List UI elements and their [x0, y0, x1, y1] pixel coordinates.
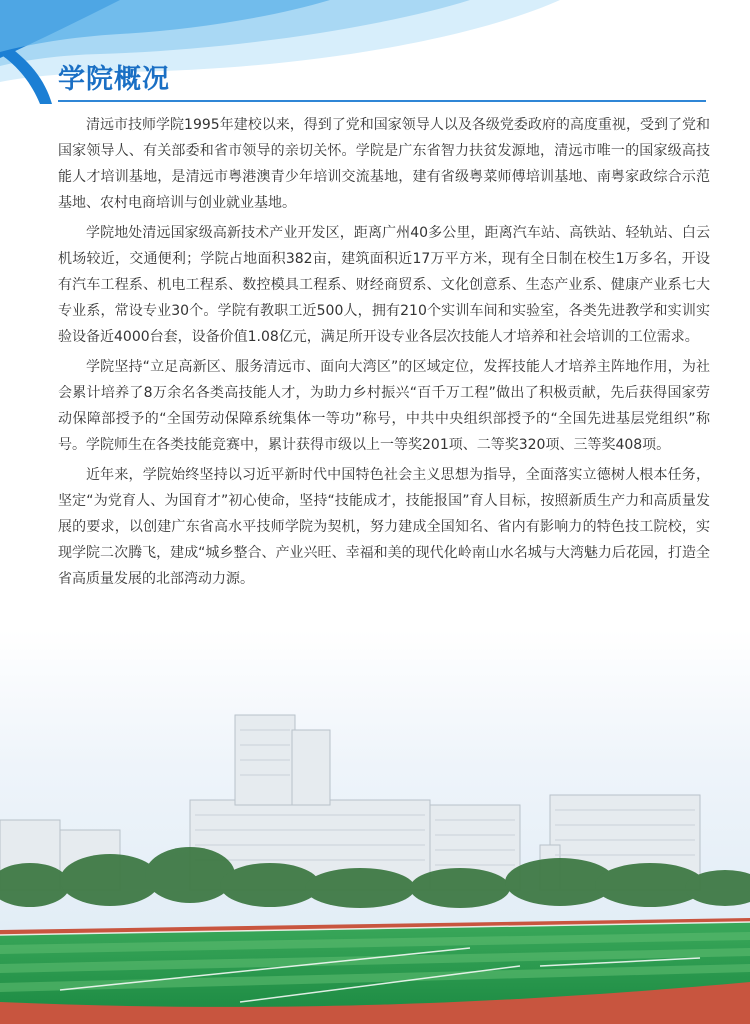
page-title: 学院概况 — [58, 64, 170, 95]
paragraph-4: 近年来，学院始终坚持以习近平新时代中国特色社会主义思想为指导，全面落实立德树人根本任务，坚定“为党育人、为国育才”初心使命，坚持“技能成才，技能报国”育人目标，按照新质生产力和高质量发展的要求，以创建广东省高水平技师学院为契机，努力建成全国知名、省内有影响力的特色技工院校，实现学院二次腾飞，建成“城乡整合、产业兴旺、幸福和美的现代化岭南山水名城与大湾魅力后花园，打造全省高质量发展的北部湾动力源。 — [58, 467, 710, 587]
paragraph-1: 清远市技师学院1995年建校以来，得到了党和国家领导人以及各级党委政府的高度重视，受到了党和国家领导人、有关部委和省市领导的亲切关怀。学院是广东省智力扶贫发源地，清远市唯一的国家级高技能人才培训基地，是清远市粤港澳青少年培训交流基地，建有省级粤菜师傅培训基地、南粤家政综合示范基地、农村电商培训与创业就业基地。 — [58, 117, 710, 211]
header-swoosh-decoration — [0, 0, 750, 120]
title-block — [58, 62, 706, 98]
campus-photo — [0, 630, 750, 1024]
paragraph-2: 学院地处清远国家级高新技术产业开发区，距离广州40多公里，距离汽车站、高铁站、轻轨站、白云机场较近，交通便利；学院占地面积382亩，建筑面积近17万平方米，现有全日制在校生1万多名，开设有汽车工程系、机电工程系、数控模具工程系、财经商贸系、文化创意系、生态产业系、健康产业系七大专业系，常设专业30个。学院有教职工近500人，拥有210个实训车间和实验室，各类先进教学和实训实验设备近4000台套，设备价值1.08亿元，满足所开设专业各层次技能人才培养和社会培训的工位需求。 — [58, 225, 710, 345]
paragraph-3: 学院坚持“立足高新区、服务清远市、面向大湾区”的区域定位，发挥技能人才培养主阵地作用，为社会累计培养了8万余名各类高技能人才，为助力乡村振兴“百千万工程”做出了积极贡献，先后获得国家劳动保障部授予的“全国劳动保障系统集体一等功”称号，中共中央组织部授予的“全国先进基层党组织”称号。学院师生在各类技能竞赛中，累计获得市级以上一等奖201项、二等奖320项、三等奖408项。 — [58, 359, 710, 453]
body-text — [58, 112, 710, 596]
title-underline — [58, 100, 706, 102]
